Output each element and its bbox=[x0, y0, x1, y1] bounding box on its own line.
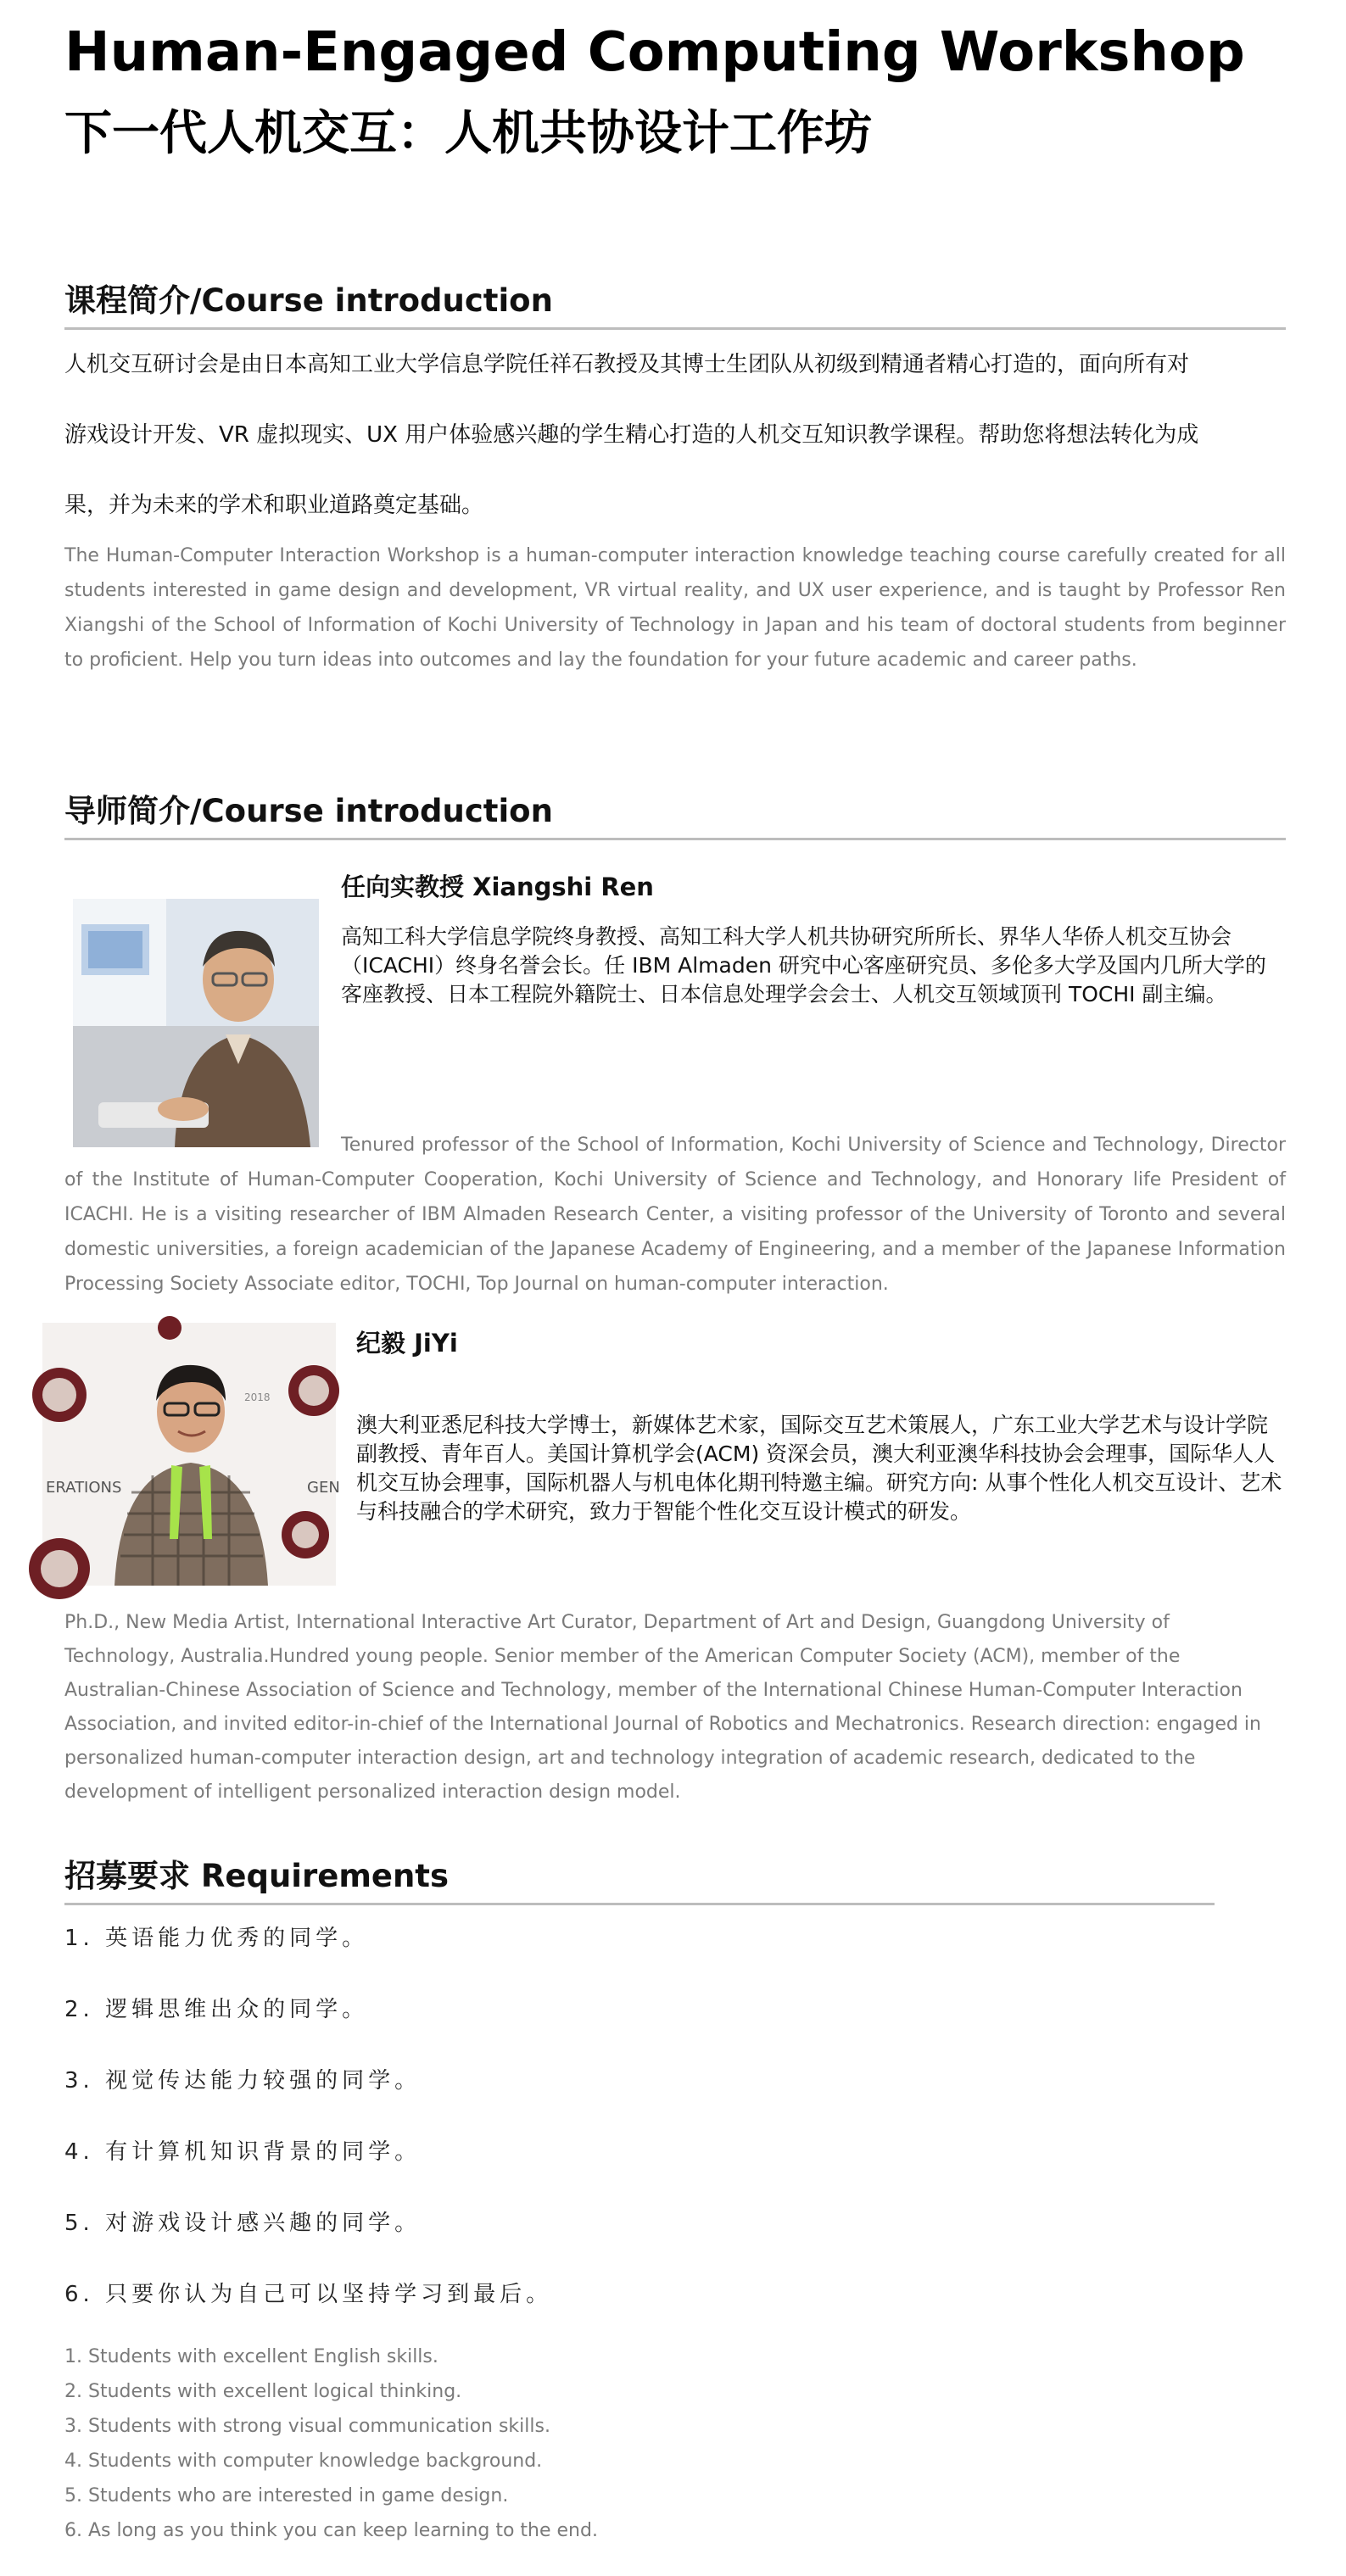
page-title-en: Human-Engaged Computing Workshop bbox=[64, 21, 1245, 84]
photo-backdrop-text-right: GEN bbox=[307, 1479, 340, 1497]
person-portrait-icon bbox=[42, 1323, 340, 1586]
course-intro-cn-line-2: 游戏设计开发、VR 虚拟现实、UX 用户体验感兴趣的学生精心打造的人机交互知识教学课程。帮助您将想法转化为成 bbox=[64, 422, 1199, 448]
mentor-ren-bio-en: Tenured professor of the School of Information, Kochi University of Science and Technology, Director of the Institute of Human-Computer Cooperation, Kochi University of Science and Technology, and Honorary life President of ICACHI. He is a visiting researcher of IBM Almaden Research Center, a visiting professor of the University of Toronto and several domestic universities, a foreign academician of the Japanese Academy of Engineering, and a member of the Japanese Information Processing Society Associate editor, TOCHI, Top Journal on human-computer interaction. bbox=[64, 1135, 1286, 1295]
page-title-cn: 下一代人机交互：人机共协设计工作坊 bbox=[64, 106, 872, 161]
requirement-en-item: 4. Students with computer knowledge background. bbox=[64, 2451, 543, 2472]
mentor-ji-bio-en: Ph.D., New Media Artist, International Interactive Art Curator, Department of Art and Design, Guangdong University of Technology, Australia.Hundred young people. Senior member of the American Computer Society (ACM), member of the Australian-Chinese Association of Science and Technology, member of the International Chinese Human-Computer Interaction Association, and invited editor-in-chief of the International Journal of Robotics and Mechatronics. Research direction: engaged in personalized human-computer interaction design, art and technology integration of academic research, dedicated to the development of intelligent personalized interaction design model. bbox=[64, 1612, 1261, 1803]
requirement-cn-item: 4. 有计算机知识背景的同学。 bbox=[64, 2139, 422, 2165]
course-intro-heading: 课程简介/Course introduction bbox=[64, 282, 553, 319]
person-portrait-icon bbox=[73, 899, 319, 1147]
requirement-cn-item: 1. 英语能力优秀的同学。 bbox=[64, 1926, 369, 1951]
requirement-cn-item: 5. 对游戏设计感兴趣的同学。 bbox=[64, 2211, 422, 2236]
mentor-ji-photo bbox=[42, 1323, 340, 1586]
mentor-ji-name: 纪毅 JiYi bbox=[356, 1329, 458, 1358]
mentor-ren-bio-en-block bbox=[64, 1128, 1286, 1302]
mentor-intro-divider bbox=[64, 838, 1286, 840]
requirement-en-item: 3. Students with strong visual communication skills. bbox=[64, 2416, 550, 2437]
requirement-en-item: 1. Students with excellent English skills. bbox=[64, 2346, 438, 2367]
course-intro-cn-line-1: 人机交互研讨会是由日本高知工业大学信息学院任祥石教授及其博士生团队从初级到精通者精心打造的，面向所有对 bbox=[64, 352, 1190, 377]
mentor-intro-heading: 导师简介/Course introduction bbox=[64, 793, 553, 829]
requirement-cn-item: 6. 只要你认为自己可以坚持学习到最后。 bbox=[64, 2282, 553, 2307]
course-intro-en: The Human-Computer Interaction Workshop is a human-computer interaction knowledge teaching course carefully created for all students interested in game design and development, VR virtual reality, and UX user experience, and is taught by Professor Ren Xiangshi of the School of Information of Kochi University of Technology in Japan and his team of doctoral students from beginner to proficient. Help you turn ideas into outcomes and lay the foundation for your future academic and career paths. bbox=[64, 545, 1286, 671]
photo-backdrop-year: 2018 bbox=[244, 1391, 271, 1403]
requirement-en-item: 6. As long as you think you can keep learning to the end. bbox=[64, 2520, 598, 2541]
mentor-ren-photo bbox=[73, 899, 319, 1147]
requirements-heading: 招募要求 Requirements bbox=[64, 1858, 450, 1894]
mentor-ji-bio-cn: 澳大利亚悉尼科技大学博士，新媒体艺术家，国际交互艺术策展人，广东工业大学艺术与设计学院副教授、青年百人。美国计算机学会(ACM) 资深会员，澳大利亚澳华科技协会会理事，国际华人人机交互协会理事，国际机器人与机电体化期刊特邀主编。研究方向: 从事个性化人机交互设计、艺术与科技融合的学术研究，致力于智能个性化交互设计模式的研发。 bbox=[356, 1413, 1282, 1524]
course-intro-cn bbox=[64, 330, 1286, 541]
photo-backdrop-text-left: ERATIONS bbox=[46, 1479, 122, 1497]
mentor-ren-name: 任向实教授 Xiangshi Ren bbox=[341, 873, 654, 901]
requirement-en-item: 5. Students who are interested in game design. bbox=[64, 2485, 509, 2506]
requirement-en-item: 2. Students with excellent logical thinking. bbox=[64, 2381, 462, 2402]
mentor-ren-bio-cn: 高知工科大学信息学院终身教授、高知工科大学人机共协研究所所长、界华人华侨人机交互协会（ICACHI）终身名誉会长。任 IBM Almaden 研究中心客座研究员、多伦多大学及国内几所大学的客座教授、日本工程院外籍院士、日本信息处理学会会士、人机交互领域顶刊 TOCHI 副主编。 bbox=[341, 924, 1266, 1006]
requirement-cn-item: 3. 视觉传达能力较强的同学。 bbox=[64, 2068, 422, 2094]
requirements-divider bbox=[64, 1903, 1215, 1905]
requirement-cn-item: 2. 逻辑思维出众的同学。 bbox=[64, 1997, 369, 2022]
course-intro-cn-line-3: 果，并为未来的学术和职业道路奠定基础。 bbox=[64, 493, 484, 518]
